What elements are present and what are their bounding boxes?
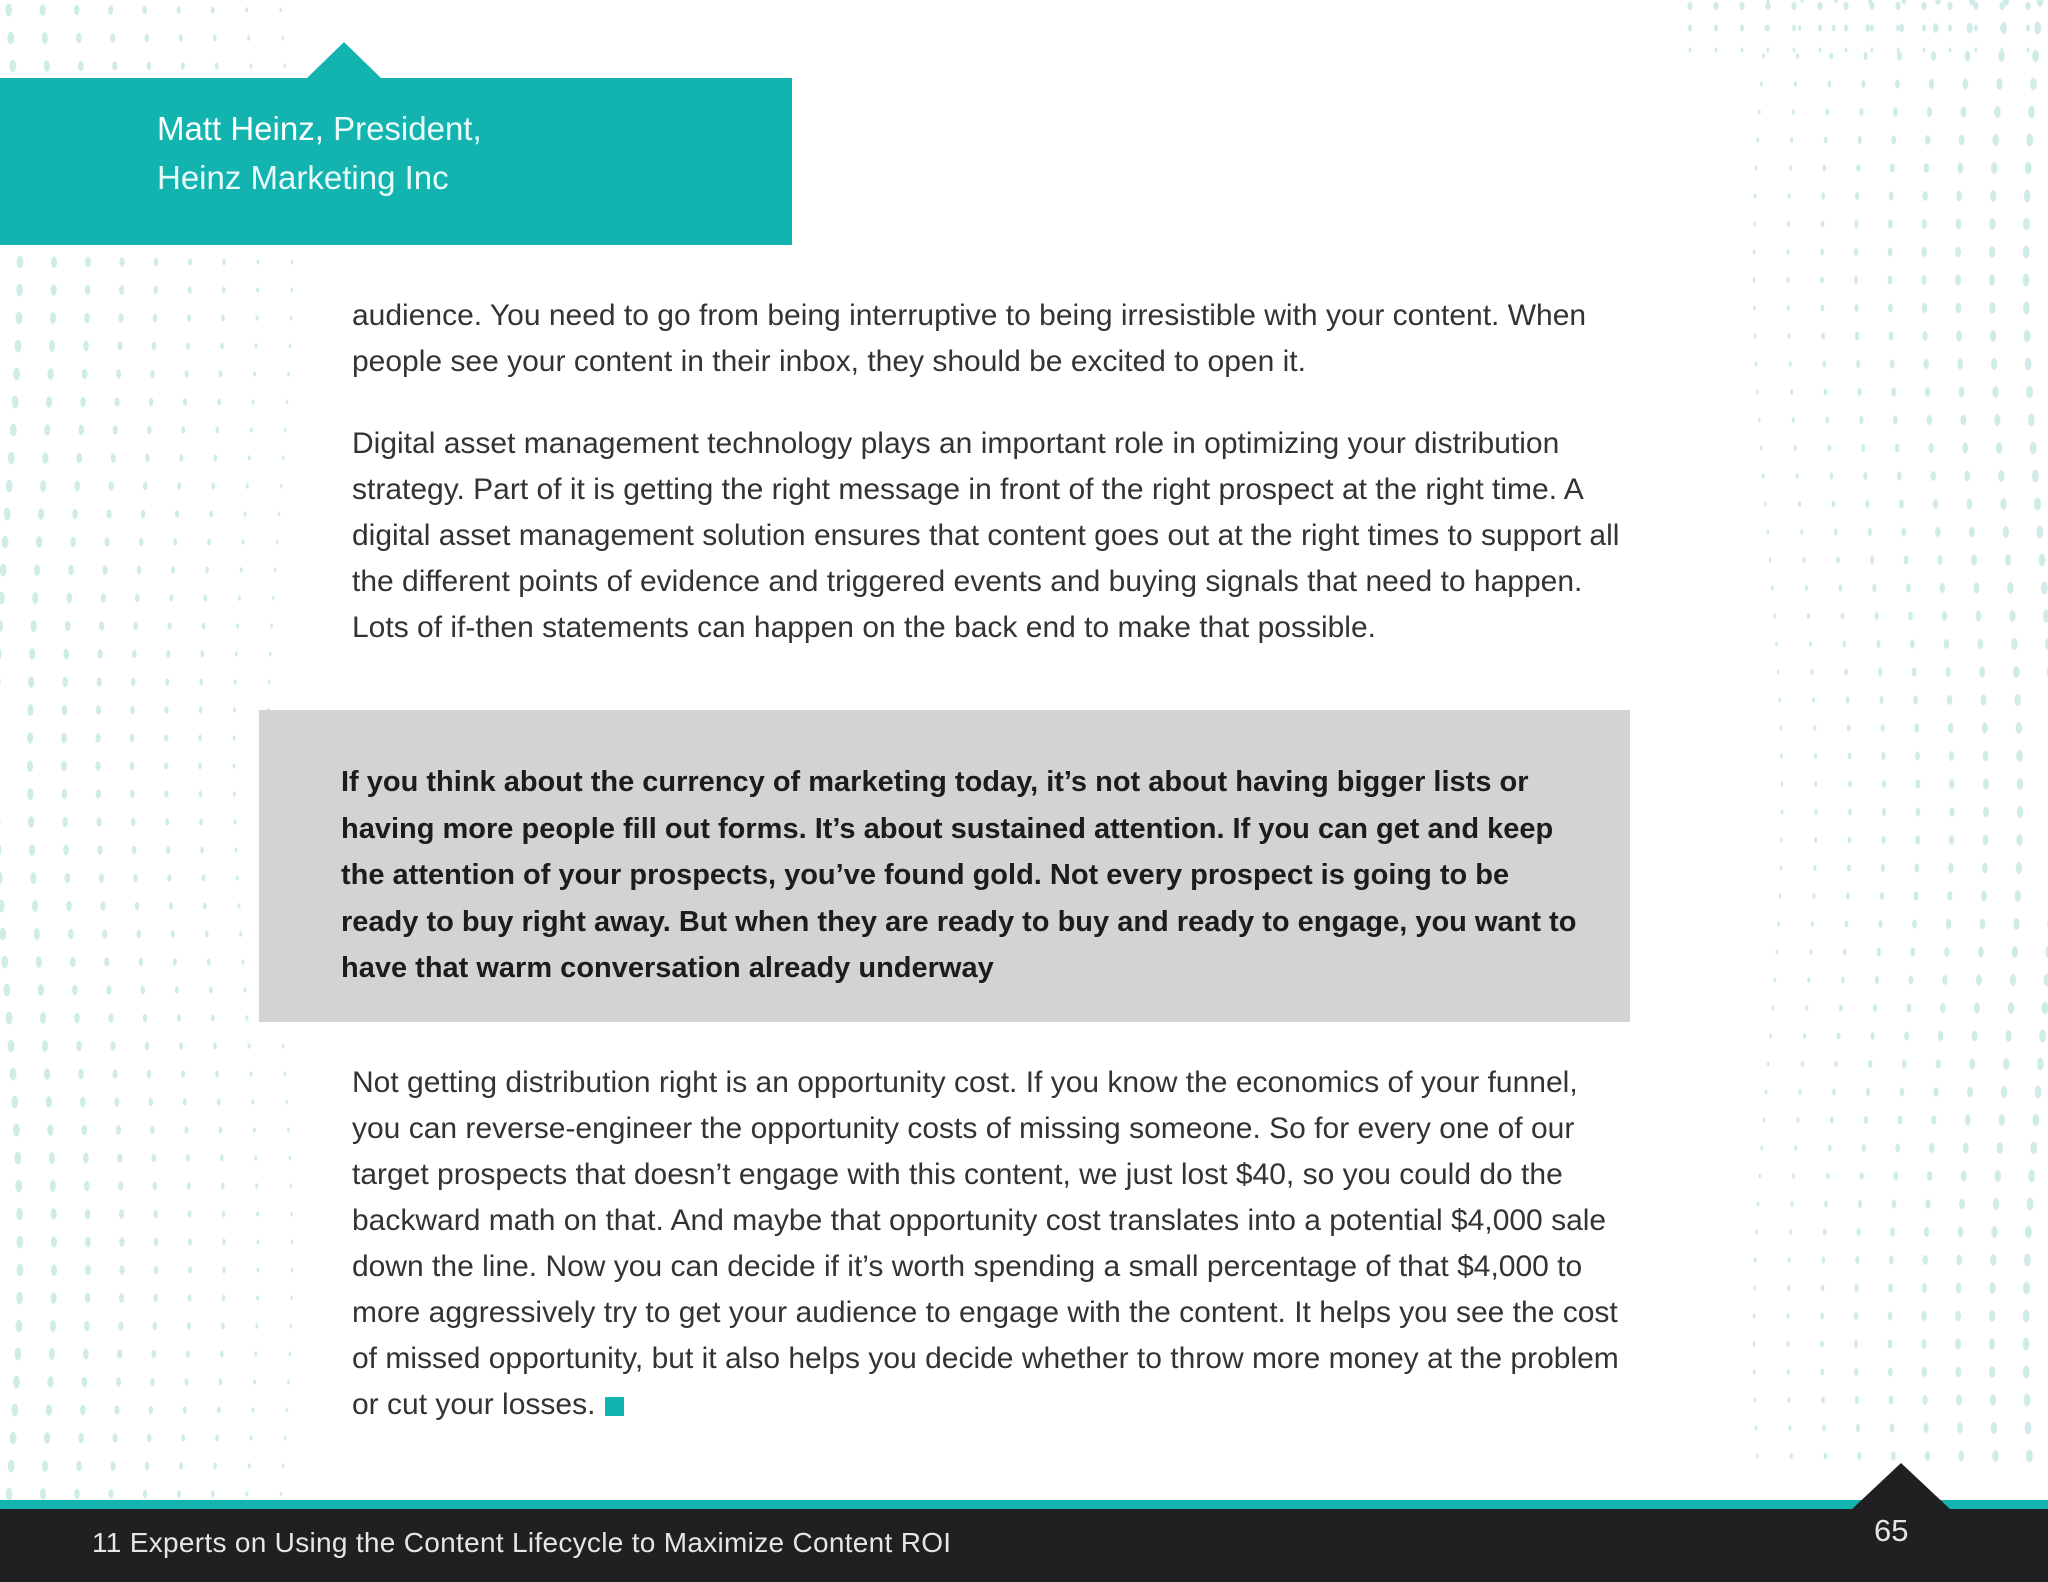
- author-box-pointer: [306, 42, 382, 79]
- pull-quote-box: [259, 710, 1630, 1022]
- author-name: Matt Heinz,: [157, 110, 324, 147]
- body-paragraph-3: [352, 1060, 1632, 1428]
- author-role: President,: [333, 110, 482, 147]
- footer-accent-line: [0, 1500, 2048, 1509]
- author-credit: [157, 104, 482, 202]
- author-box: [0, 78, 792, 245]
- body-paragraph-3-text: Not getting distribution right is an opportunity cost. If you know the economics of your funnel, you can reverse-engineer the opportunity costs of missing someone. So for every one of our target prospects that doesn’t engage with this content, we just lost $40, so you could do the backward math on that. And maybe that opportunity cost translates into a potential $4,000 sale down the line. Now you can decide if it’s worth spending a small percentage of that $4,000 to more aggressively try to get your audience to engage with the content. It helps you see the cost of missed opportunity, but it also helps you decide whether to throw more money at the problem or cut your losses.: [352, 1066, 1619, 1421]
- body-paragraph-1: audience. You need to go from being interruptive to being irresistible with your content. When people see your content in their inbox, they should be excited to open it.: [352, 299, 1587, 378]
- footer-notch: [1851, 1463, 1951, 1510]
- footer-title: 11 Experts on Using the Content Lifecycle to Maximize Content ROI: [92, 1527, 952, 1558]
- author-company: Heinz Marketing Inc: [157, 159, 449, 196]
- end-of-article-square-icon: [605, 1397, 624, 1416]
- body-paragraph-2: Digital asset management technology plays an important role in optimizing your distribution strategy. Part of it is getting the right message in front of the right prospect at the right time. A digital asset management solution ensures that content goes out at the right times to support all the different points of evidence and triggered events and buying signals that need to happen. Lots of if-then statements can happen on the back end to make that possible.: [352, 427, 1620, 644]
- page-footer: [0, 1509, 2048, 1582]
- pull-quote-text: If you think about the currency of marketing today, it’s not about having bigger lists or having more people fill out forms. It’s about sustained attention. If you can get and keep the attention of your prospects, you’ve found gold. Not every prospect is going to be ready to buy right away. But when they are ready to buy and ready to engage, you want to have that warm conversation already underway: [341, 766, 1577, 984]
- page-number: 65: [1874, 1513, 1909, 1548]
